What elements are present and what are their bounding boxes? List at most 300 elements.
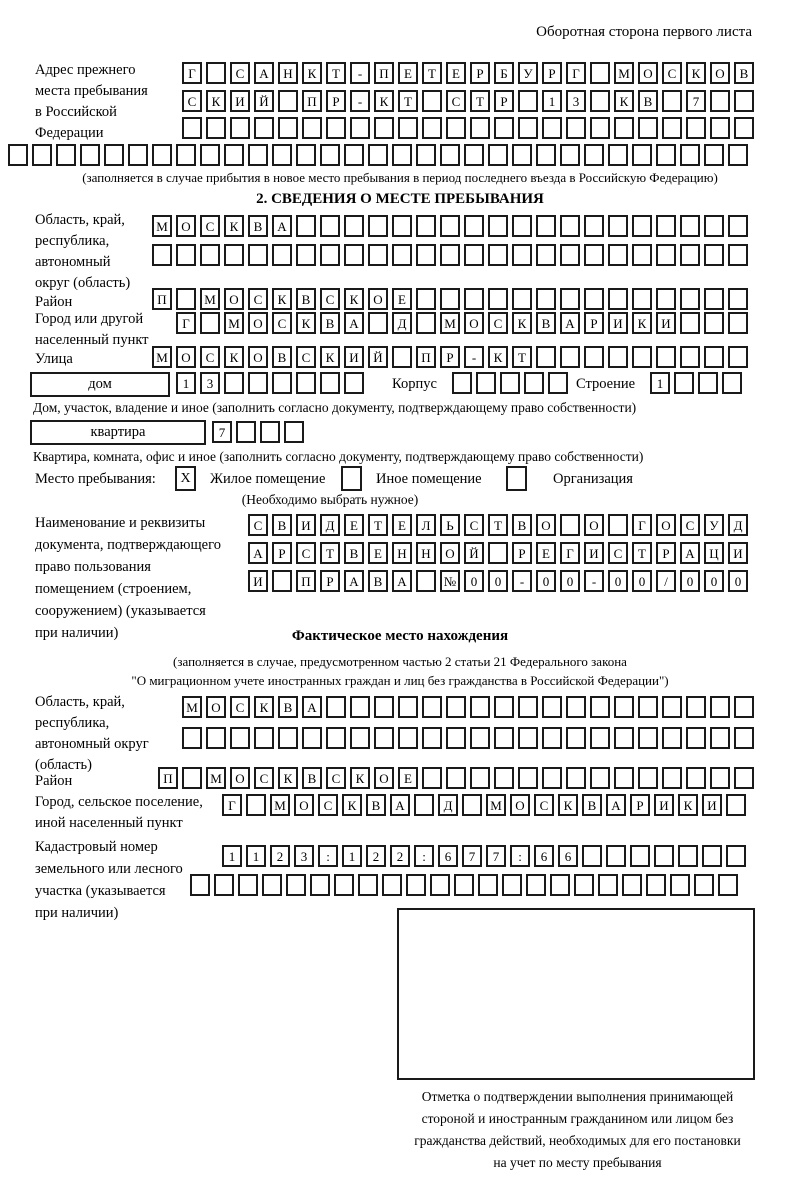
form-cell: -	[512, 570, 532, 592]
form-cell: С	[230, 62, 250, 84]
form-cell: И	[344, 346, 364, 368]
form-cell	[488, 288, 508, 310]
korpus-label: Корпус	[392, 376, 437, 392]
form-cell: О	[176, 346, 196, 368]
form-cell	[704, 244, 724, 266]
form-cell	[326, 696, 346, 718]
form-cell: О	[248, 312, 268, 334]
form-cell	[374, 117, 394, 139]
form-cell: С	[248, 514, 268, 536]
form-cell: С	[318, 794, 338, 816]
form-cell	[392, 346, 412, 368]
form-cell: Р	[656, 542, 676, 564]
form-cell: Р	[440, 346, 460, 368]
form-cell	[608, 514, 628, 536]
form-cell	[350, 696, 370, 718]
form-cell	[494, 767, 514, 789]
text-line: Отметка о подтверждении выполнения принимающей	[421, 1089, 734, 1104]
form-cell	[722, 372, 742, 394]
form-cell	[590, 767, 610, 789]
form-cell: Е	[368, 542, 388, 564]
prev-address-row-1	[182, 62, 758, 84]
form-cell	[478, 874, 498, 896]
form-cell	[560, 215, 580, 237]
form-cell: Т	[470, 90, 490, 112]
form-cell: /	[656, 570, 676, 592]
form-cell: Е	[536, 542, 556, 564]
form-cell	[662, 117, 682, 139]
stay-type-label: Место пребывания:	[35, 471, 156, 487]
form-cell	[608, 215, 628, 237]
prev-address-label	[35, 60, 148, 144]
form-cell: О	[584, 514, 604, 536]
form-cell	[566, 727, 586, 749]
form-cell: С	[182, 90, 202, 112]
text-line: Город или другой	[35, 311, 144, 327]
form-cell	[278, 117, 298, 139]
text-line: Город, сельское поселение,	[35, 794, 203, 810]
form-cell	[590, 62, 610, 84]
form-cell	[662, 767, 682, 789]
form-cell	[326, 117, 346, 139]
form-cell	[662, 727, 682, 749]
form-cell: О	[510, 794, 530, 816]
form-cell	[470, 767, 490, 789]
form-cell: 6	[438, 845, 458, 867]
form-cell: А	[248, 542, 268, 564]
form-cell: Й	[254, 90, 274, 112]
form-cell	[262, 874, 282, 896]
form-cell	[536, 215, 556, 237]
form-cell: И	[656, 312, 676, 334]
form-cell	[422, 767, 442, 789]
form-cell	[446, 727, 466, 749]
text-line: право пользования	[35, 559, 151, 575]
form-cell	[416, 215, 436, 237]
form-cell	[358, 874, 378, 896]
form-cell	[614, 727, 634, 749]
form-cell: М	[270, 794, 290, 816]
form-cell	[320, 372, 340, 394]
form-cell	[502, 874, 522, 896]
form-cell	[734, 117, 754, 139]
text-line: стороной и иностранным гражданином или лицом без	[421, 1111, 734, 1126]
form-cell	[382, 874, 402, 896]
form-cell	[500, 372, 520, 394]
form-cell	[464, 288, 484, 310]
form-cell	[638, 727, 658, 749]
district-label: Район	[35, 294, 73, 310]
form-cell: И	[248, 570, 268, 592]
form-cell	[32, 144, 52, 166]
form-cell: Р	[326, 90, 346, 112]
form-cell: М	[200, 288, 220, 310]
form-cell	[638, 696, 658, 718]
form-cell: К	[272, 288, 292, 310]
form-cell: К	[254, 696, 274, 718]
form-cell	[548, 372, 568, 394]
form-cell: В	[368, 570, 388, 592]
form-cell	[176, 288, 196, 310]
form-cell	[656, 144, 676, 166]
prev-address-row-3	[182, 117, 758, 139]
form-cell	[416, 244, 436, 266]
form-cell	[446, 767, 466, 789]
form-cell: Й	[368, 346, 388, 368]
city-row	[176, 312, 752, 334]
form-cell	[398, 117, 418, 139]
form-cell	[662, 90, 682, 112]
form-cell: 7	[486, 845, 506, 867]
form-cell	[710, 727, 730, 749]
form-cell	[392, 215, 412, 237]
form-cell: Р	[272, 542, 292, 564]
form-cell	[206, 62, 226, 84]
form-cell	[464, 144, 484, 166]
form-cell	[374, 727, 394, 749]
form-cell	[608, 144, 628, 166]
form-cell	[344, 372, 364, 394]
form-cell: Г	[182, 62, 202, 84]
form-cell	[632, 288, 652, 310]
form-cell	[326, 727, 346, 749]
form-cell: П	[152, 288, 172, 310]
form-cell	[680, 215, 700, 237]
form-cell: Е	[392, 288, 412, 310]
form-cell: В	[344, 542, 364, 564]
form-cell	[560, 514, 580, 536]
form-cell	[320, 215, 340, 237]
form-cell	[278, 727, 298, 749]
form-cell: Т	[488, 514, 508, 536]
form-cell	[686, 117, 706, 139]
actual-location-note	[0, 652, 800, 690]
form-cell: Е	[392, 514, 412, 536]
form-cell	[614, 696, 634, 718]
form-cell	[632, 244, 652, 266]
form-cell	[566, 767, 586, 789]
form-cell	[476, 372, 496, 394]
form-cell: 3	[566, 90, 586, 112]
form-cell: М	[224, 312, 244, 334]
checkbox-organization-label: Организация	[553, 471, 633, 487]
text-line: Кадастровый номер	[35, 839, 158, 855]
form-cell	[728, 144, 748, 166]
form-cell	[248, 372, 268, 394]
form-cell	[422, 696, 442, 718]
form-cell	[518, 767, 538, 789]
form-cell	[296, 372, 316, 394]
form-cell	[334, 874, 354, 896]
form-cell: Е	[398, 767, 418, 789]
form-cell: О	[230, 767, 250, 789]
form-cell: К	[558, 794, 578, 816]
form-cell: 6	[534, 845, 554, 867]
form-cell: К	[350, 767, 370, 789]
form-cell: Т	[368, 514, 388, 536]
form-cell	[398, 727, 418, 749]
stay-type-note: (Необходимо выбрать нужное)	[241, 492, 419, 507]
form-cell	[656, 288, 676, 310]
form-cell	[224, 244, 244, 266]
form-cell: С	[296, 542, 316, 564]
form-cell: В	[582, 794, 602, 816]
form-cell: С	[272, 312, 292, 334]
form-cell: Г	[560, 542, 580, 564]
doc-row-1	[248, 514, 752, 536]
form-cell	[728, 244, 748, 266]
form-cell: -	[350, 62, 370, 84]
text-line: республика,	[35, 715, 110, 731]
form-cell	[344, 215, 364, 237]
form-cell: 1	[342, 845, 362, 867]
form-cell	[454, 874, 474, 896]
form-cell	[734, 727, 754, 749]
form-cell: 1	[542, 90, 562, 112]
form-cell	[694, 874, 714, 896]
form-cell	[680, 346, 700, 368]
form-cell	[536, 144, 556, 166]
form-cell: В	[272, 514, 292, 536]
form-cell: Д	[320, 514, 340, 536]
apartment-cells	[212, 421, 308, 443]
form-cell	[416, 288, 436, 310]
form-cell: Г	[176, 312, 196, 334]
form-cell	[8, 144, 28, 166]
form-cell: С	[320, 288, 340, 310]
form-cell	[368, 312, 388, 334]
checkbox-residential-label: Жилое помещение	[210, 471, 326, 487]
city-label	[35, 309, 149, 351]
form-cell: Р	[584, 312, 604, 334]
form-cell: М	[206, 767, 226, 789]
text-line: земельного или лесного	[35, 861, 183, 877]
form-cell: 0	[608, 570, 628, 592]
form-cell: О	[440, 542, 460, 564]
form-cell: Т	[632, 542, 652, 564]
form-cell	[238, 874, 258, 896]
form-cell: А	[272, 215, 292, 237]
form-cell: У	[518, 62, 538, 84]
form-cell: И	[230, 90, 250, 112]
form-cell: Р	[542, 62, 562, 84]
form-cell	[302, 117, 322, 139]
form-cell	[440, 288, 460, 310]
form-cell: Г	[632, 514, 652, 536]
form-cell: А	[302, 696, 322, 718]
form-cell: С	[326, 767, 346, 789]
actual-region-row-2	[182, 727, 758, 749]
house-note: Дом, участок, владение и иное (заполнить согласно документу, подтверждающему право собственности)	[33, 400, 637, 415]
form-cell: К	[488, 346, 508, 368]
form-cell: С	[200, 215, 220, 237]
form-cell	[296, 144, 316, 166]
text-line: Адрес прежнего	[35, 62, 136, 78]
text-line: при наличии)	[35, 905, 119, 921]
form-cell	[542, 727, 562, 749]
form-cell: П	[374, 62, 394, 84]
form-cell: Р	[494, 90, 514, 112]
form-cell: 2	[366, 845, 386, 867]
form-cell: 2	[390, 845, 410, 867]
form-cell	[734, 767, 754, 789]
form-cell	[374, 696, 394, 718]
doc-label	[35, 512, 221, 644]
form-cell	[452, 372, 472, 394]
form-cell	[368, 144, 388, 166]
form-cell	[302, 727, 322, 749]
form-cell	[560, 244, 580, 266]
form-cell	[614, 117, 634, 139]
stroenie-cells	[650, 372, 746, 394]
text-line: (заполняется в случае, предусмотренном частью 2 статьи 21 Федерального закона	[173, 654, 627, 669]
actual-district-row	[158, 767, 758, 789]
house-cells	[176, 372, 368, 394]
text-line: округ (область)	[35, 275, 131, 291]
checkbox-other-premises-label: Иное помещение	[376, 471, 482, 487]
form-cell	[674, 372, 694, 394]
form-cell: В	[366, 794, 386, 816]
form-cell: С	[248, 288, 268, 310]
form-cell: :	[510, 845, 530, 867]
form-cell	[680, 144, 700, 166]
form-cell	[524, 372, 544, 394]
form-cell	[518, 696, 538, 718]
text-line: Область, край,	[35, 212, 125, 228]
form-cell	[406, 874, 426, 896]
actual-region-label	[35, 692, 149, 776]
form-cell: К	[224, 215, 244, 237]
form-cell: К	[278, 767, 298, 789]
text-line: Область, край,	[35, 694, 125, 710]
form-cell	[704, 288, 724, 310]
form-cell	[230, 727, 250, 749]
form-cell	[710, 767, 730, 789]
form-cell	[584, 244, 604, 266]
form-cell: С	[254, 767, 274, 789]
form-cell	[704, 312, 724, 334]
form-cell: Г	[222, 794, 242, 816]
section2-heading: 2. СВЕДЕНИЯ О МЕСТЕ ПРЕБЫВАНИЯ	[256, 191, 544, 207]
form-cell	[680, 312, 700, 334]
house-box: дом	[30, 372, 170, 397]
form-cell	[584, 346, 604, 368]
form-cell: К	[678, 794, 698, 816]
form-cell	[686, 767, 706, 789]
form-cell	[598, 874, 618, 896]
form-cell	[542, 117, 562, 139]
form-cell	[488, 215, 508, 237]
form-cell: В	[320, 312, 340, 334]
form-cell	[182, 117, 202, 139]
form-cell	[416, 312, 436, 334]
form-cell	[182, 767, 202, 789]
form-cell: В	[536, 312, 556, 334]
form-cell	[440, 215, 460, 237]
form-cell	[582, 845, 602, 867]
form-cell	[728, 215, 748, 237]
form-cell	[718, 874, 738, 896]
form-cell: А	[344, 312, 364, 334]
form-cell: П	[158, 767, 178, 789]
region-row-1	[152, 215, 752, 237]
street-row	[152, 346, 752, 368]
form-cell: М	[614, 62, 634, 84]
text-line: автономный округ	[35, 736, 149, 752]
form-cell	[678, 845, 698, 867]
form-cell: :	[414, 845, 434, 867]
form-cell	[704, 215, 724, 237]
form-cell: 1	[222, 845, 242, 867]
form-cell: К	[320, 346, 340, 368]
form-cell	[470, 117, 490, 139]
form-cell: №	[440, 570, 460, 592]
form-cell	[398, 696, 418, 718]
form-cell	[284, 421, 304, 443]
form-cell: М	[152, 346, 172, 368]
cadastral-label	[35, 836, 183, 924]
form-cell: С	[680, 514, 700, 536]
form-cell	[702, 845, 722, 867]
form-cell	[526, 874, 546, 896]
form-cell: О	[656, 514, 676, 536]
form-cell: В	[512, 514, 532, 536]
form-cell: К	[614, 90, 634, 112]
text-line: на учет по месту пребывания	[493, 1155, 662, 1170]
form-cell: С	[662, 62, 682, 84]
form-cell: Г	[566, 62, 586, 84]
form-cell	[630, 845, 650, 867]
street-label: Улица	[35, 351, 73, 367]
form-cell	[704, 144, 724, 166]
form-cell: -	[464, 346, 484, 368]
form-cell: 1	[246, 845, 266, 867]
form-cell	[590, 727, 610, 749]
actual-region-row-1	[182, 696, 758, 718]
form-cell	[236, 421, 256, 443]
form-cell: Е	[398, 62, 418, 84]
form-cell	[446, 696, 466, 718]
form-cell	[584, 288, 604, 310]
form-cell: Р	[630, 794, 650, 816]
form-cell	[200, 312, 220, 334]
form-cell	[224, 372, 244, 394]
form-cell	[350, 727, 370, 749]
form-cell	[190, 874, 210, 896]
page-title: Оборотная сторона первого листа	[536, 24, 752, 40]
form-cell: 0	[560, 570, 580, 592]
form-cell: А	[680, 542, 700, 564]
form-cell: 0	[704, 570, 724, 592]
actual-district-label: Район	[35, 773, 73, 789]
form-cell: М	[486, 794, 506, 816]
form-cell	[446, 117, 466, 139]
form-cell	[344, 144, 364, 166]
form-cell: 1	[650, 372, 670, 394]
district-row	[152, 288, 752, 310]
form-cell: Т	[398, 90, 418, 112]
form-cell	[176, 244, 196, 266]
prev-address-note: (заполняется в случае прибытия в новое место пребывания в период последнего въезда в Российскую Федерацию)	[82, 170, 718, 185]
form-cell	[368, 215, 388, 237]
form-cell	[440, 144, 460, 166]
text-line: участка (указывается	[35, 883, 166, 899]
form-cell	[704, 346, 724, 368]
form-cell: О	[248, 346, 268, 368]
form-cell: И	[728, 542, 748, 564]
form-cell: О	[224, 288, 244, 310]
form-cell: Н	[416, 542, 436, 564]
